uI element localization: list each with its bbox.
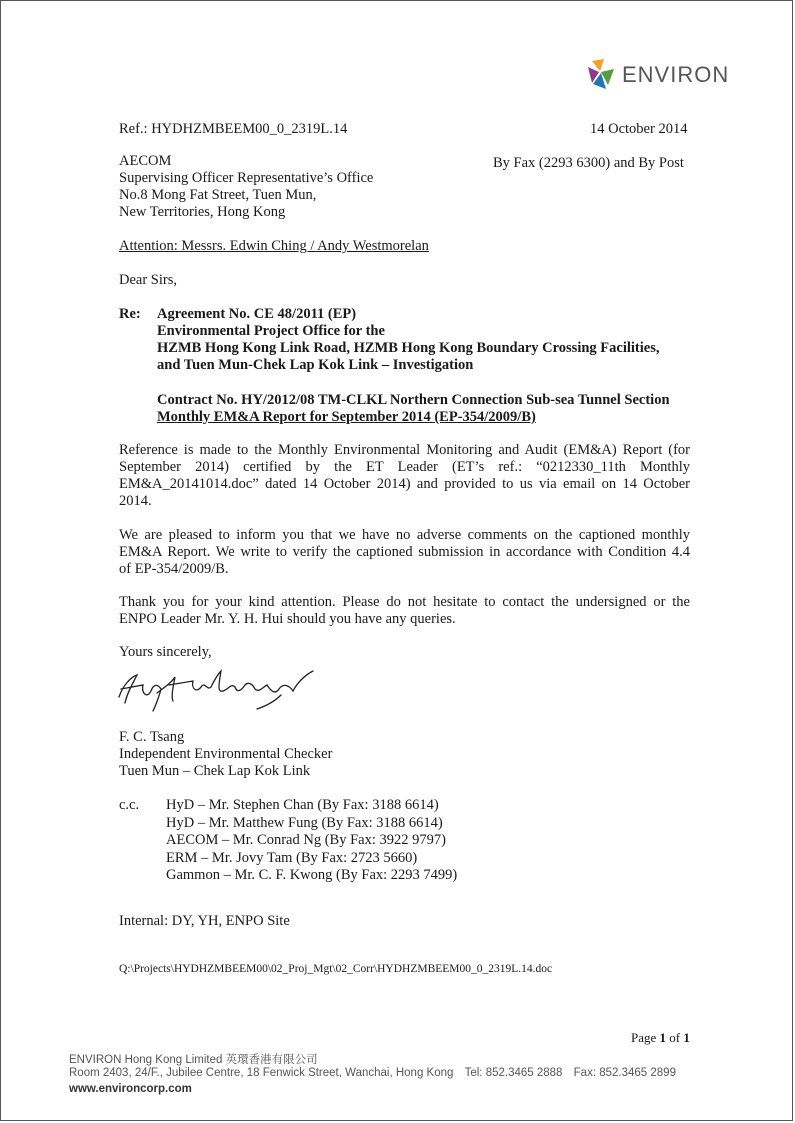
paragraph-reference <box>119 442 690 510</box>
footer-website-link[interactable]: www.environcorp.com <box>69 1083 192 1095</box>
paragraph-line: September 2014) certified by the ET Leader (ET’s ref.: “0212330_11th Monthly <box>119 459 690 475</box>
reference-number: Ref.: HYDHZMBEEM00_0_2319L.14 <box>119 121 348 137</box>
cc-item: ERM – Mr. Jovy Tam (By Fax: 2723 5660) <box>166 849 418 866</box>
page-current: 1 <box>659 1030 667 1045</box>
subject-line: Environmental Project Office for the <box>157 323 385 339</box>
page-label: Page <box>631 1030 657 1045</box>
page-of: of <box>669 1030 681 1045</box>
paragraph-line: We are pleased to inform you that we have no adverse comments on the captioned monthly <box>119 527 690 543</box>
signer-title: Independent Environmental Checker <box>119 746 333 762</box>
page-number <box>631 1029 690 1046</box>
cc-item: HyD – Mr. Stephen Chan (By Fax: 3188 6614) <box>166 797 439 813</box>
paragraph-thanks <box>119 594 690 628</box>
environ-logo-mark-icon <box>586 57 616 91</box>
paragraph-line: of EP-354/2009/B. <box>119 561 229 577</box>
internal-distribution: Internal: DY, YH, ENPO Site <box>119 913 290 929</box>
addressee-line: AECOM <box>119 153 172 169</box>
cc-list <box>166 797 457 885</box>
page-total: 1 <box>683 1030 690 1045</box>
handwritten-signature <box>113 663 323 713</box>
salutation: Dear Sirs, <box>119 272 177 288</box>
cc-item: HyD – Mr. Matthew Fung (By Fax: 3188 6614) <box>166 814 443 831</box>
subject-line: and Tuen Mun-Chek Lap Kok Link – Investigation <box>157 357 474 373</box>
subject-line: Agreement No. CE 48/2011 (EP) <box>157 306 357 322</box>
paragraph-line: Thank you for your kind attention. Please do not hesitate to contact the undersigned or the <box>119 594 690 610</box>
attention-line: Attention: Messrs. Edwin Ching / Andy Westmorelan <box>119 238 429 254</box>
paragraph-line: Reference is made to the Monthly Environmental Monitoring and Audit (EM&A) Report (for <box>119 442 690 458</box>
re-label: Re: <box>119 306 141 322</box>
paragraph-line: EM&A_20141014.doc” dated 14 October 2014) and provided to us via email on 14 October <box>119 476 690 492</box>
contract-block <box>157 392 670 426</box>
addressee-line: New Territories, Hong Kong <box>119 204 286 220</box>
footer-address <box>69 1067 676 1079</box>
signer-name: F. C. Tsang <box>119 729 185 745</box>
paragraph-line: EM&A Report. We write to verify the captioned submission in accordance with Condition 4.4 <box>119 544 690 560</box>
addressee-line: Supervising Officer Representative’s Office <box>119 170 374 186</box>
letter-date: 14 October 2014 <box>590 121 688 137</box>
file-path: Q:\Projects\HYDHZMBEEM00\02_Proj_Mgt\02_Corr\HYDHZMBEEM00_0_2319L.14.doc <box>119 963 553 975</box>
footer-tel: Tel: 852.3465 2888 <box>464 1067 563 1079</box>
contract-line: Contract No. HY/2012/08 TM-CLKL Northern Connection Sub-sea Tunnel Section <box>157 392 670 408</box>
cc-item: AECOM – Mr. Conrad Ng (By Fax: 3922 9797) <box>166 832 446 848</box>
paragraph-line: 2014. <box>119 493 152 509</box>
signer-block <box>119 729 332 780</box>
cc-label: c.c. <box>119 797 140 813</box>
footer-fax: Fax: 852.3465 2899 <box>573 1067 676 1079</box>
subject-block <box>157 306 660 374</box>
environ-logo-text: ENVIRON <box>622 62 730 87</box>
cc-item: Gammon – Mr. C. F. Kwong (By Fax: 2293 7499) <box>166 867 458 883</box>
paragraph-line: ENPO Leader Mr. Y. H. Hui should you have any queries. <box>119 611 456 627</box>
signer-project: Tuen Mun – Chek Lap Kok Link <box>119 763 311 779</box>
environ-logo <box>586 57 736 93</box>
paragraph-verification <box>119 527 690 578</box>
footer-company: ENVIRON Hong Kong Limited 英環香港有限公司 <box>69 1054 318 1066</box>
closing: Yours sincerely, <box>119 644 212 660</box>
addressee-block <box>119 153 373 221</box>
footer-address-text: Room 2403, 24/F., Jubilee Centre, 18 Fenwick Street, Wanchai, Hong Kong <box>69 1067 454 1079</box>
report-title: Monthly EM&A Report for September 2014 (EP-354/2009/B) <box>157 409 536 425</box>
delivery-method: By Fax (2293 6300) and By Post <box>493 155 684 171</box>
subject-line: HZMB Hong Kong Link Road, HZMB Hong Kong Boundary Crossing Facilities, <box>157 340 660 356</box>
addressee-line: No.8 Mong Fat Street, Tuen Mun, <box>119 187 317 203</box>
